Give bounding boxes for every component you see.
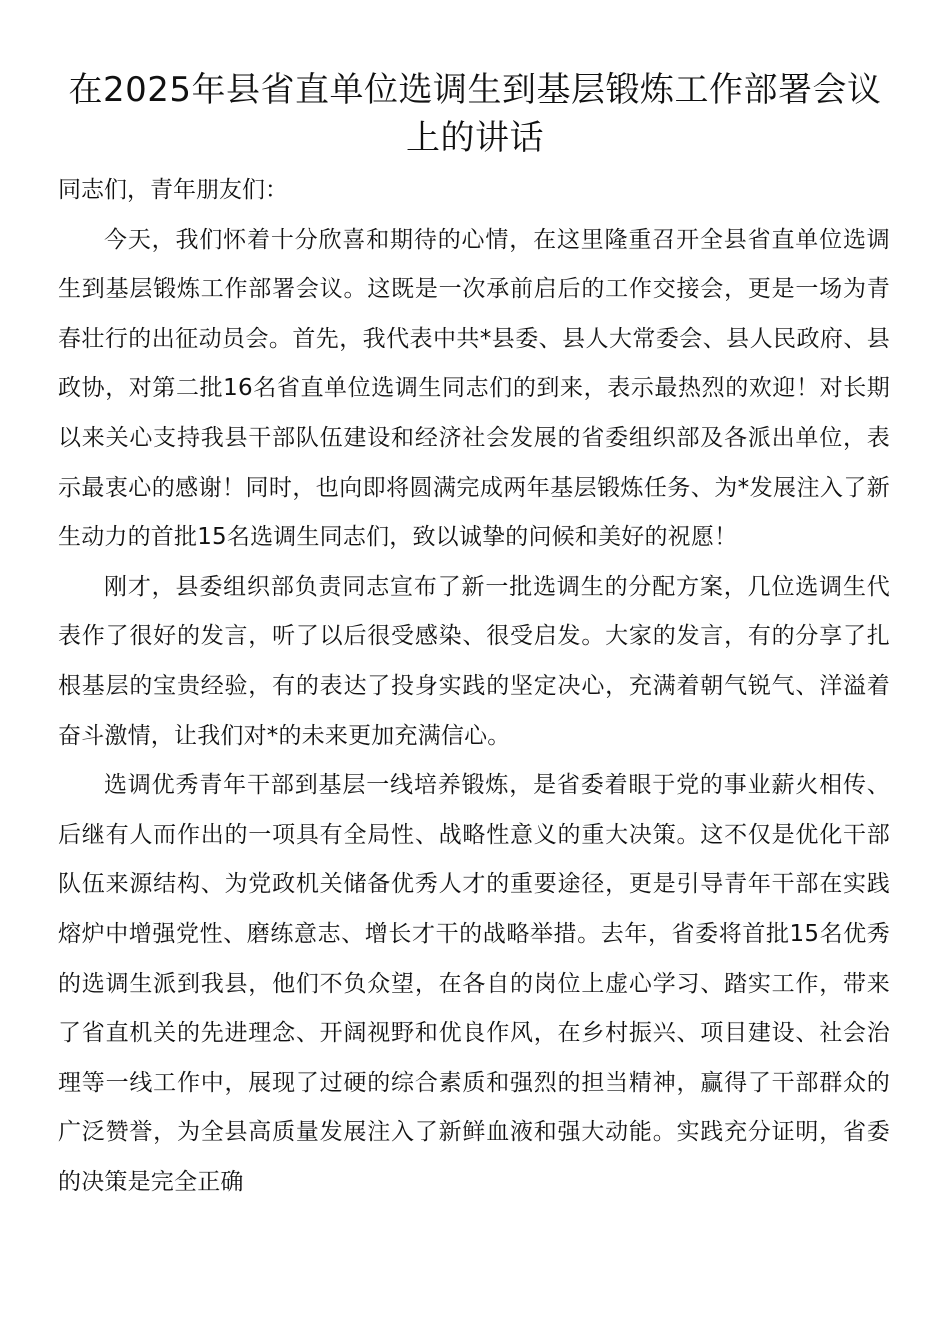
document-title: 在2025年县省直单位选调生到基层锻炼工作部署会议上的讲话 (68, 70, 882, 158)
paragraph-policy: 选调优秀青年干部到基层一线培养锻炼，是省委着眼于党的事业薪火相传、后继有人而作出的一项具有全局性、战略性意义的重大决策。这不仅是优化干部队伍来源结构、为党政机关储备优秀人才的重要途径，更是引导青年干部在实践熔炉中增强党性、磨练意志、增长才干的战略举措。去年，省委将首批15名优秀的选调生派到我县，他们不负众望，在各自的岗位上虚心学习、踏实工作，带来了省直机关的先进理念、开阔视野和优良作风，在乡村振兴、项目建设、社会治理等一线工作中，展现了过硬的综合素质和强烈的担当精神，赢得了干部群众的广泛赞誉，为全县高质量发展注入了新鲜血液和强大动能。实践充分证明，省委的决策是完全正确 (58, 772, 890, 1195)
paragraph-welcome: 今天，我们怀着十分欣喜和期待的心情，在这里隆重召开全县省直单位选调生到基层锻炼工作部署会议。这既是一次承前启后的工作交接会，更是一场为青春壮行的出征动员会。首先，我代表中共*县委、县人大常委会、县人民政府、县政协，对第二批16名省直单位选调生同志们的到来，表示最热烈的欢迎！对长期以来关心支持我县干部队伍建设和经济社会发展的省委组织部及各派出单位，表示最衷心的感谢！同时，也向即将圆满完成两年基层锻炼任务、为*发展注入了新生动力的首批15名选调生同志们，致以诚挚的问候和美好的祝愿！ (58, 226, 890, 551)
document-body (58, 166, 890, 1207)
paragraph-speeches: 刚才，县委组织部负责同志宣布了新一批选调生的分配方案，几位选调生代表作了很好的发言，听了以后很受感染、很受启发。大家的发言，有的分享了扎根基层的宝贵经验，有的表达了投身实践的坚定决心，充满着朝气锐气、洋溢着奋斗激情，让我们对*的未来更加充满信心。 (58, 573, 890, 749)
salutation: 同志们，青年朋友们： (58, 177, 288, 203)
